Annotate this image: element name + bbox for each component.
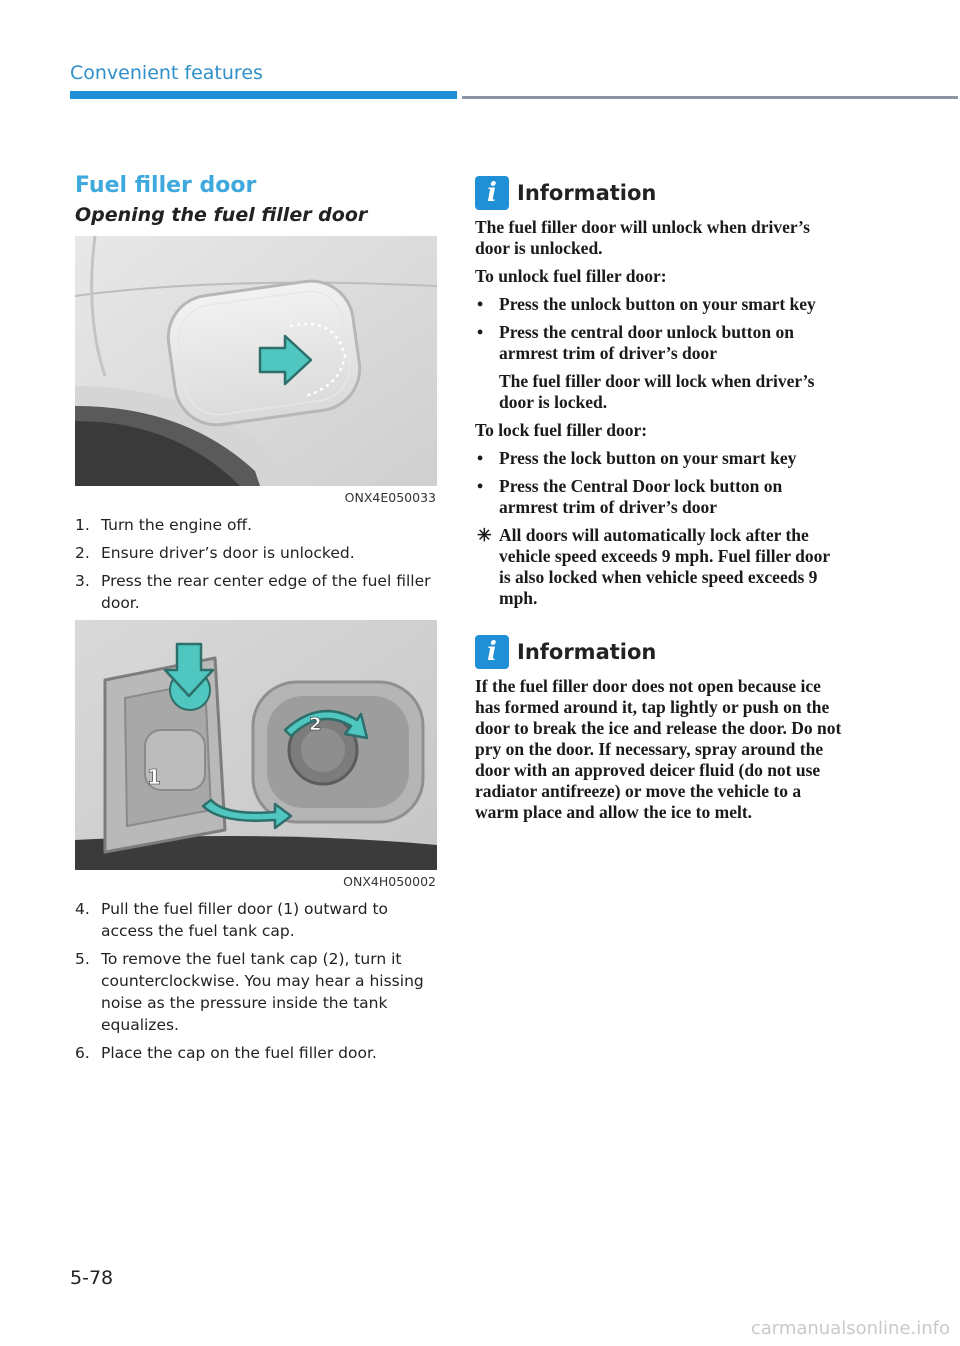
lock-methods-list xyxy=(475,448,845,609)
figure-code: ONX4H050002 xyxy=(343,874,436,889)
header-rule xyxy=(462,96,958,99)
list-item xyxy=(75,948,440,1036)
unlock-methods-list xyxy=(475,294,845,413)
info-icon: i xyxy=(475,635,509,669)
step-text: Place the cap on the fuel filler door. xyxy=(101,1044,377,1062)
figure-code: ONX4E050033 xyxy=(344,490,436,505)
information-title: Information xyxy=(517,640,657,664)
list-item xyxy=(75,1042,440,1064)
section-title: Fuel filler door xyxy=(75,173,257,198)
list-item xyxy=(475,294,845,315)
info-paragraph: The fuel filler door will unlock when driver’s door is unlocked. xyxy=(475,217,810,258)
bullet-icon: • xyxy=(477,448,484,468)
fuel-door-open-illustration xyxy=(75,620,437,870)
list-item-text: Press the unlock button on your smart key xyxy=(499,294,816,314)
info-paragraph: If the fuel filler door does not open because ice has formed around it, tap lightly or push on the door to break the ice and release the door. Do not pry on the door. If necessary, spray around the door with an approved deicer fluid (do not use radiator antifreeze) or move the vehicle to a warm place and allow the ice to melt. xyxy=(475,676,842,822)
information-box-2 xyxy=(475,635,845,823)
list-item xyxy=(75,514,440,536)
page-number: 5-78 xyxy=(70,1267,114,1289)
list-item xyxy=(75,898,440,942)
asterisk-note-icon: ✳ xyxy=(477,525,492,545)
section-subtitle: Opening the fuel filler door xyxy=(75,204,368,226)
info-icon: i xyxy=(475,176,509,210)
list-item-subtext: The fuel filler door will lock when driver’s door is locked. xyxy=(499,371,815,412)
list-item xyxy=(475,525,845,609)
info-paragraph: To lock fuel filler door: xyxy=(475,420,648,440)
step-text: Ensure driver’s door is unlocked. xyxy=(101,544,355,562)
note-text: All doors will automatically lock after the vehicle speed exceeds 9 mph. Fuel filler door is also locked when vehicle speed exceeds 9 mph. xyxy=(499,525,830,608)
list-item-text: Press the lock button on your smart key xyxy=(499,448,797,468)
page-header-title: Convenient features xyxy=(70,62,263,84)
fuel-door-open-drawing xyxy=(75,620,437,870)
list-item xyxy=(75,542,440,564)
bullet-icon: • xyxy=(477,294,484,314)
list-item-text: Press the central door unlock button on armrest trim of driver’s door xyxy=(499,322,794,363)
step-number: 4. xyxy=(75,900,90,918)
list-item xyxy=(475,448,845,469)
step-text: To remove the fuel tank cap (2), turn it counterclockwise. You may hear a hissing noise as the pressure inside the tank equalizes. xyxy=(101,950,424,1034)
information-title: Information xyxy=(517,181,657,205)
bullet-icon: • xyxy=(477,322,484,342)
callout-2: 2 xyxy=(309,714,322,735)
list-item xyxy=(475,322,845,413)
right-column xyxy=(475,176,845,823)
step-number: 6. xyxy=(75,1044,90,1062)
information-box-1 xyxy=(475,176,845,609)
step-text: Press the rear center edge of the fuel filler door. xyxy=(101,572,431,612)
list-item xyxy=(475,476,845,518)
step-number: 2. xyxy=(75,544,90,562)
step-number: 3. xyxy=(75,572,90,590)
information-header xyxy=(475,635,845,669)
list-item-text: Press the Central Door lock button on armrest trim of driver’s door xyxy=(499,476,783,517)
step-text: Turn the engine off. xyxy=(101,516,253,534)
step-number: 1. xyxy=(75,516,90,534)
fuel-door-closed-illustration xyxy=(75,236,437,486)
step-text: Pull the fuel filler door (1) outward to access the fuel tank cap. xyxy=(101,900,389,940)
info-paragraph: To unlock fuel filler door: xyxy=(475,266,667,286)
list-item xyxy=(75,570,440,614)
information-header xyxy=(475,176,845,210)
step-number: 5. xyxy=(75,950,90,968)
left-column xyxy=(75,172,440,1070)
header-accent-bar xyxy=(70,91,457,99)
steps-list-a xyxy=(75,514,440,614)
bullet-icon: • xyxy=(477,476,484,496)
watermark: carmanualsonline.info xyxy=(750,1318,950,1339)
callout-1: 1 xyxy=(147,765,161,789)
fuel-door-closed-drawing xyxy=(75,236,437,486)
steps-list-b xyxy=(75,898,440,1064)
